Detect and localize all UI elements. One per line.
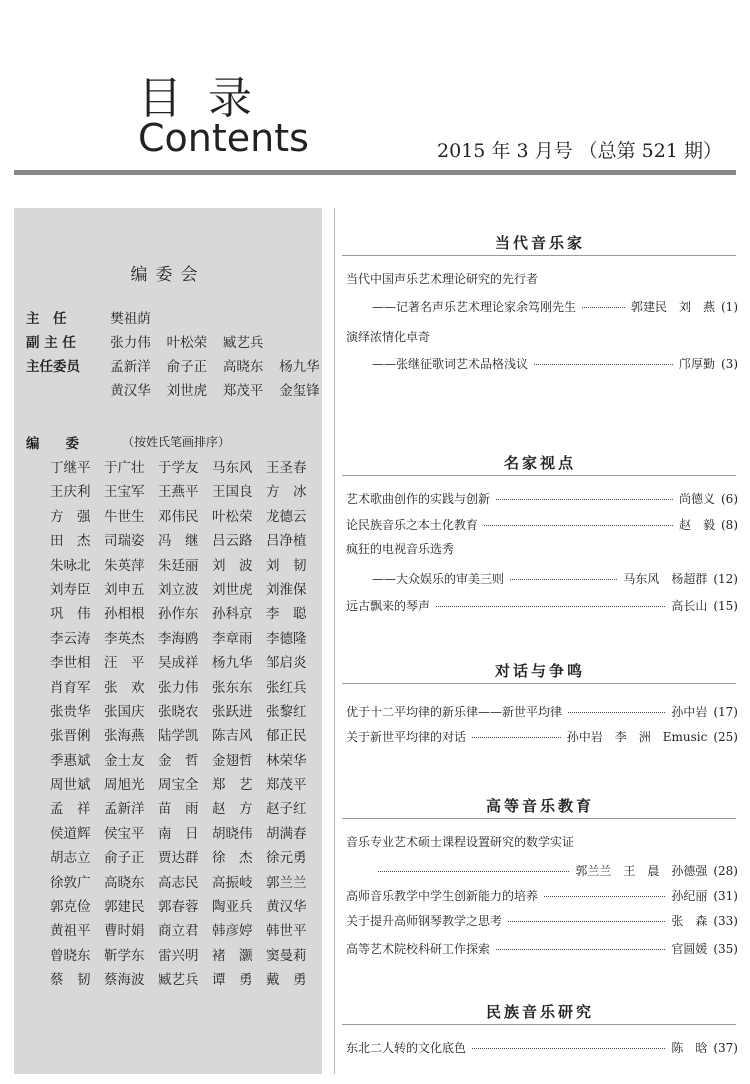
board-director-label: 主 任: [26, 311, 67, 327]
editor-name: 杨九华: [212, 655, 253, 672]
editors-row: [50, 602, 320, 626]
editors-label: 编委: [26, 436, 105, 452]
editors-row: [50, 505, 320, 529]
editors-row: [50, 724, 320, 748]
editor-name: 方 强: [50, 508, 91, 525]
toc-entry-author: 邝厚勤: [678, 357, 715, 371]
editor-name: 李章雨: [212, 630, 253, 647]
toc-entry-title: 演绎浓情化卓奇: [346, 330, 431, 344]
toc-entry-title: 艺术歌曲创作的实践与创新: [346, 492, 491, 506]
section-heading: 当代音乐家: [494, 234, 585, 252]
leader-dots: [582, 307, 625, 308]
board-name: 杨九华: [279, 359, 320, 375]
editor-name: 李德隆: [266, 630, 307, 647]
editor-name: 褚 灏: [212, 947, 253, 964]
editor-name: 张晋俐: [50, 728, 91, 745]
board-name: 张力伟: [110, 335, 151, 351]
section-rule: [342, 683, 736, 684]
editor-name: 汪 平: [104, 655, 145, 672]
toc-entry-author: 孙纪丽: [671, 889, 708, 903]
toc-entry-author: 张 森: [671, 914, 708, 928]
board-name: 高晓东: [222, 359, 264, 375]
leader-dots: [436, 606, 665, 607]
editors-row: [50, 968, 320, 992]
section-heading: 民族音乐研究: [485, 1003, 594, 1021]
section-rule: [342, 818, 736, 819]
editor-name: 郑茂平: [266, 777, 307, 794]
editor-name: 雷兴明: [158, 947, 199, 964]
editor-name: 巩 伟: [50, 606, 91, 623]
toc-entry-title: 关于新世平均律的对话: [346, 730, 467, 744]
section-heading: 对话与争鸣: [494, 662, 585, 680]
editors-row: [50, 700, 320, 724]
editor-name: 韩世平: [266, 923, 307, 940]
editor-name: 苗 雨: [158, 801, 199, 818]
toc-entry-title: 东北二人转的文化底色: [346, 1041, 467, 1055]
editors-row: [50, 456, 320, 480]
toc-entry[interactable]: [346, 540, 738, 558]
editors-row: [50, 797, 320, 821]
toc-entry[interactable]: [372, 862, 738, 880]
toc-entry-author: 郭兰兰 王 晨 孙德强: [575, 864, 708, 878]
editor-name: 张红兵: [266, 679, 307, 696]
editor-name: 高振岐: [212, 874, 253, 891]
page-title-chinese: 目录: [138, 73, 278, 124]
editor-name: 侯道辉: [50, 825, 91, 842]
board-name: 金玺锋: [279, 383, 320, 399]
toc-entry-page: (37): [713, 1041, 738, 1055]
editor-name: 朱英萍: [104, 557, 145, 574]
editor-name: 南 日: [158, 825, 199, 842]
editors-row: [50, 554, 320, 578]
toc-entry[interactable]: [346, 912, 738, 930]
board-name: 叶松荣: [166, 335, 208, 351]
editor-name: 曹时娟: [104, 923, 145, 940]
editors-row: [50, 773, 320, 797]
editor-name: 徐元勇: [266, 850, 307, 867]
toc-entry-author: 官圆媛: [671, 942, 708, 956]
leader-dots: [534, 364, 673, 365]
editor-name: 陶亚兵: [212, 899, 253, 916]
editor-name: 张晓农: [158, 703, 199, 720]
toc-entry-title: 当代中国声乐艺术理论研究的先行者: [346, 272, 539, 286]
toc-entry[interactable]: [372, 298, 738, 316]
editor-name: 于广壮: [104, 460, 145, 476]
editor-name: 陈吉风: [212, 728, 253, 745]
header-rule: [14, 170, 736, 175]
toc-entry[interactable]: [346, 597, 738, 615]
editor-name: 谭 勇: [212, 972, 253, 989]
toc-entry-page: (31): [713, 889, 738, 903]
editor-name: 金翅哲: [212, 752, 253, 769]
editor-name: 商立君: [158, 923, 199, 940]
editor-name: 金士友: [104, 752, 145, 769]
editors-row: [50, 749, 320, 773]
editor-name: 张跃进: [212, 703, 253, 720]
editor-name: 邹启炎: [266, 655, 307, 672]
toc-entry[interactable]: [346, 516, 738, 534]
toc-entry-page: (35): [713, 942, 738, 956]
editor-name: 李 聪: [266, 606, 307, 623]
toc-entry-page: (6): [721, 492, 738, 506]
editor-name: 黄汉华: [266, 899, 307, 916]
editor-name: 刘立波: [158, 581, 199, 598]
editor-name: 徐敦广: [50, 874, 91, 891]
editor-name: 孙作东: [158, 606, 199, 623]
toc-entry-page: (8): [721, 518, 738, 532]
editorial-board-title: 编委会: [130, 265, 206, 285]
editor-name: 黄祖平: [50, 923, 91, 940]
editors-row: [50, 676, 320, 700]
board-name: 俞子正: [166, 359, 208, 375]
toc-entry-title: 关于提升高师钢琴教学之思考: [346, 914, 503, 928]
editor-name: 刘申五: [104, 581, 145, 598]
board-name: 臧艺兵: [222, 335, 264, 351]
board-name: 樊祖荫: [110, 311, 151, 327]
editor-name: 戴 勇: [266, 972, 307, 989]
toc-entry-page: (25): [713, 730, 738, 744]
editor-name: 冯 继: [158, 533, 199, 550]
editor-name: 胡志立: [50, 850, 91, 867]
editor-name: 王圣春: [266, 460, 307, 476]
toc-entry[interactable]: [346, 940, 738, 958]
editor-name: 李英杰: [104, 630, 145, 647]
editor-name: 韩彦婷: [212, 923, 253, 940]
toc-entry-title: 论民族音乐之本土化教育: [346, 518, 479, 532]
toc-entry-title: 疯狂的电视音乐选秀: [346, 542, 455, 556]
editors-row: [50, 578, 320, 602]
board-vice-label: 副 主 任: [26, 335, 76, 351]
toc-entry-page: (17): [713, 705, 738, 719]
editor-name: 蔡海波: [104, 972, 145, 989]
toc-entry[interactable]: [346, 270, 738, 288]
board-vice-row: [26, 332, 275, 354]
editors-row: [50, 895, 320, 919]
editor-name: 王庆利: [50, 484, 91, 501]
board-members-row-2: [26, 380, 331, 402]
editor-name: 李世相: [50, 655, 91, 672]
board-name: 刘世虎: [166, 383, 208, 399]
board-name: 孟新洋: [110, 359, 151, 375]
editor-name: 张力伟: [158, 679, 199, 696]
leader-dots: [472, 737, 561, 738]
editors-row: [50, 919, 320, 943]
editor-name: 吴成祥: [158, 655, 199, 672]
toc-entry[interactable]: [346, 887, 738, 905]
leader-dots: [508, 921, 665, 922]
issue-number: 2015 年 3 月号 （总第 521 期）: [437, 140, 722, 162]
editor-name: 孟 祥: [50, 801, 91, 818]
editor-name: 王宝军: [104, 484, 145, 501]
editor-name: 孙科京: [212, 606, 253, 623]
editor-name: 李海鸥: [158, 630, 199, 647]
toc-entry-title: 音乐专业艺术硕士课程设置研究的数学实证: [346, 835, 575, 849]
toc-entry-title: 高师音乐教学中学生创新能力的培养: [346, 889, 539, 903]
toc-entry-author: 马东风 杨超群: [623, 572, 708, 586]
leader-dots: [378, 871, 569, 872]
editors-row: [50, 480, 320, 504]
editor-name: 刘 波: [212, 557, 253, 574]
editor-name: 于学友: [158, 460, 199, 476]
toc-entry[interactable]: [372, 570, 738, 588]
editor-name: 蔡 韧: [50, 972, 91, 989]
board-members-label: 主任委员: [26, 359, 80, 375]
toc-entry[interactable]: [346, 728, 738, 746]
editor-name: 张 欢: [104, 679, 145, 696]
editor-name: 郁正民: [266, 728, 307, 745]
section-heading: 高等音乐教育: [485, 797, 594, 815]
editors-row: [50, 627, 320, 651]
editor-name: 朱咏北: [50, 557, 91, 574]
editor-name: 赵 方: [212, 801, 253, 818]
toc-entry-page: (12): [713, 572, 738, 586]
toc-entry[interactable]: [346, 490, 738, 508]
toc-entry-title: ——记著名声乐艺术理论家余笃刚先生: [372, 300, 577, 314]
editor-name: 郭建民: [104, 899, 145, 916]
editor-name: 刘 韧: [266, 557, 307, 574]
editors-grid: [50, 456, 320, 993]
editor-name: 金 哲: [158, 752, 199, 769]
editor-name: 吕净植: [266, 533, 307, 550]
section-heading: 名家视点: [503, 454, 576, 472]
editorial-board-panel: [14, 208, 322, 1074]
editor-name: 刘淮保: [266, 581, 307, 598]
board-director-row: [26, 308, 162, 330]
toc-entry-page: (28): [713, 864, 738, 878]
leader-dots: [496, 499, 673, 500]
toc-entry-author: 孙中岩 李 洲 Emusic: [566, 730, 708, 744]
editor-name: 田 杰: [50, 533, 91, 550]
editor-name: 牛世生: [104, 508, 145, 525]
editor-name: 徐 杰: [212, 850, 253, 867]
editor-name: 赵子红: [266, 801, 307, 818]
board-name: 郑茂平: [222, 383, 264, 399]
toc-entry-author: 郭建民 刘 燕: [630, 300, 715, 314]
editor-name: 郑 艺: [212, 777, 253, 794]
leader-dots: [484, 525, 673, 526]
editor-name: 臧艺兵: [158, 972, 199, 989]
toc-entry-title: 高等艺术院校科研工作探索: [346, 942, 491, 956]
leader-dots: [510, 579, 617, 580]
toc-entry[interactable]: [346, 833, 738, 851]
editor-name: 郭春蓉: [158, 899, 199, 916]
editor-name: 郭兰兰: [266, 874, 307, 891]
editor-name: 侯宝平: [104, 825, 145, 842]
editor-name: 曾晓东: [50, 947, 91, 964]
editor-name: 靳学东: [104, 947, 145, 964]
section-rule: [342, 1024, 736, 1025]
editor-name: 丁继平: [50, 460, 91, 476]
editor-name: 周旭光: [104, 777, 145, 794]
toc-entry-author: 孙中岩: [671, 705, 708, 719]
board-name: 黄汉华: [110, 383, 151, 399]
toc-entry[interactable]: [346, 328, 738, 346]
editor-name: 王燕平: [158, 484, 199, 501]
editor-name: 高晓东: [104, 874, 145, 891]
editors-note: （按姓氏笔画排序）: [122, 435, 231, 449]
editor-name: 俞子正: [104, 850, 145, 867]
editor-name: 龙德云: [266, 508, 307, 525]
leader-dots: [496, 949, 665, 950]
editors-row: [50, 822, 320, 846]
editor-name: 周宝全: [158, 777, 199, 794]
editor-name: 郭克俭: [50, 899, 91, 916]
editor-name: 叶松荣: [212, 508, 253, 525]
toc-entry-page: (33): [713, 914, 738, 928]
editor-name: 司瑞姿: [104, 533, 145, 550]
section-rule: [342, 255, 736, 256]
board-members-row: [26, 356, 331, 378]
leader-dots: [472, 1048, 665, 1049]
leader-dots: [544, 896, 665, 897]
leader-dots: [568, 712, 665, 713]
editors-row: [50, 871, 320, 895]
editor-name: 朱廷丽: [158, 557, 199, 574]
toc-entry-page: (15): [713, 599, 738, 613]
editor-name: 张国庆: [104, 703, 145, 720]
editor-name: 肖育军: [50, 679, 91, 696]
editor-name: 张海燕: [104, 728, 145, 745]
editor-name: 窦曼莉: [266, 947, 307, 964]
page-title-english: Contents: [138, 116, 309, 160]
toc-entry-author: 赵 毅: [678, 518, 715, 532]
editor-name: 张黎红: [266, 703, 307, 720]
editors-row: [50, 651, 320, 675]
toc-entry[interactable]: [346, 1039, 738, 1057]
editor-name: 王国良: [212, 484, 253, 501]
editor-name: 林荣华: [266, 752, 307, 769]
column-divider: [334, 208, 335, 1074]
toc-entry-author: 陈 晗: [671, 1041, 708, 1055]
editor-name: 方 冰: [266, 484, 307, 501]
editor-name: 刘寿臣: [50, 581, 91, 598]
toc-entry[interactable]: [346, 703, 738, 721]
editor-name: 胡晓伟: [212, 825, 253, 842]
toc-entry-title: ——张继征歌词艺术品格浅议: [372, 357, 529, 371]
editor-name: 孙相根: [104, 606, 145, 623]
editors-row: [50, 529, 320, 553]
editor-name: 贾达群: [158, 850, 199, 867]
toc-entry-title: 远古飘来的琴声: [346, 599, 431, 613]
toc-entry-title: ——大众娱乐的审美三则: [372, 572, 505, 586]
toc-entry-author: 高长山: [671, 599, 708, 613]
section-rule: [342, 475, 736, 476]
toc-entry[interactable]: [372, 355, 738, 373]
editor-name: 李云涛: [50, 630, 91, 647]
editor-name: 张东东: [212, 679, 253, 696]
editor-name: 胡满春: [266, 825, 307, 842]
editors-row: [50, 944, 320, 968]
editor-name: 张贵华: [50, 703, 91, 720]
editors-row: [50, 846, 320, 870]
editor-name: 马东风: [212, 460, 253, 476]
editor-name: 季惠斌: [50, 752, 91, 769]
editor-name: 陆学凯: [158, 728, 199, 745]
editor-name: 周世斌: [50, 777, 91, 794]
editor-name: 吕云路: [212, 533, 253, 550]
editor-name: 刘世虎: [212, 581, 253, 598]
editor-name: 孟新洋: [104, 801, 145, 818]
editor-name: 高志民: [158, 874, 199, 891]
toc-entry-page: (1): [721, 300, 738, 314]
toc-entry-title: 优于十二平均律的新乐律——新世平均律: [346, 705, 563, 719]
toc-entry-page: (3): [721, 357, 738, 371]
editor-name: 邓伟民: [158, 508, 199, 525]
toc-entry-author: 尚德义: [678, 492, 715, 506]
